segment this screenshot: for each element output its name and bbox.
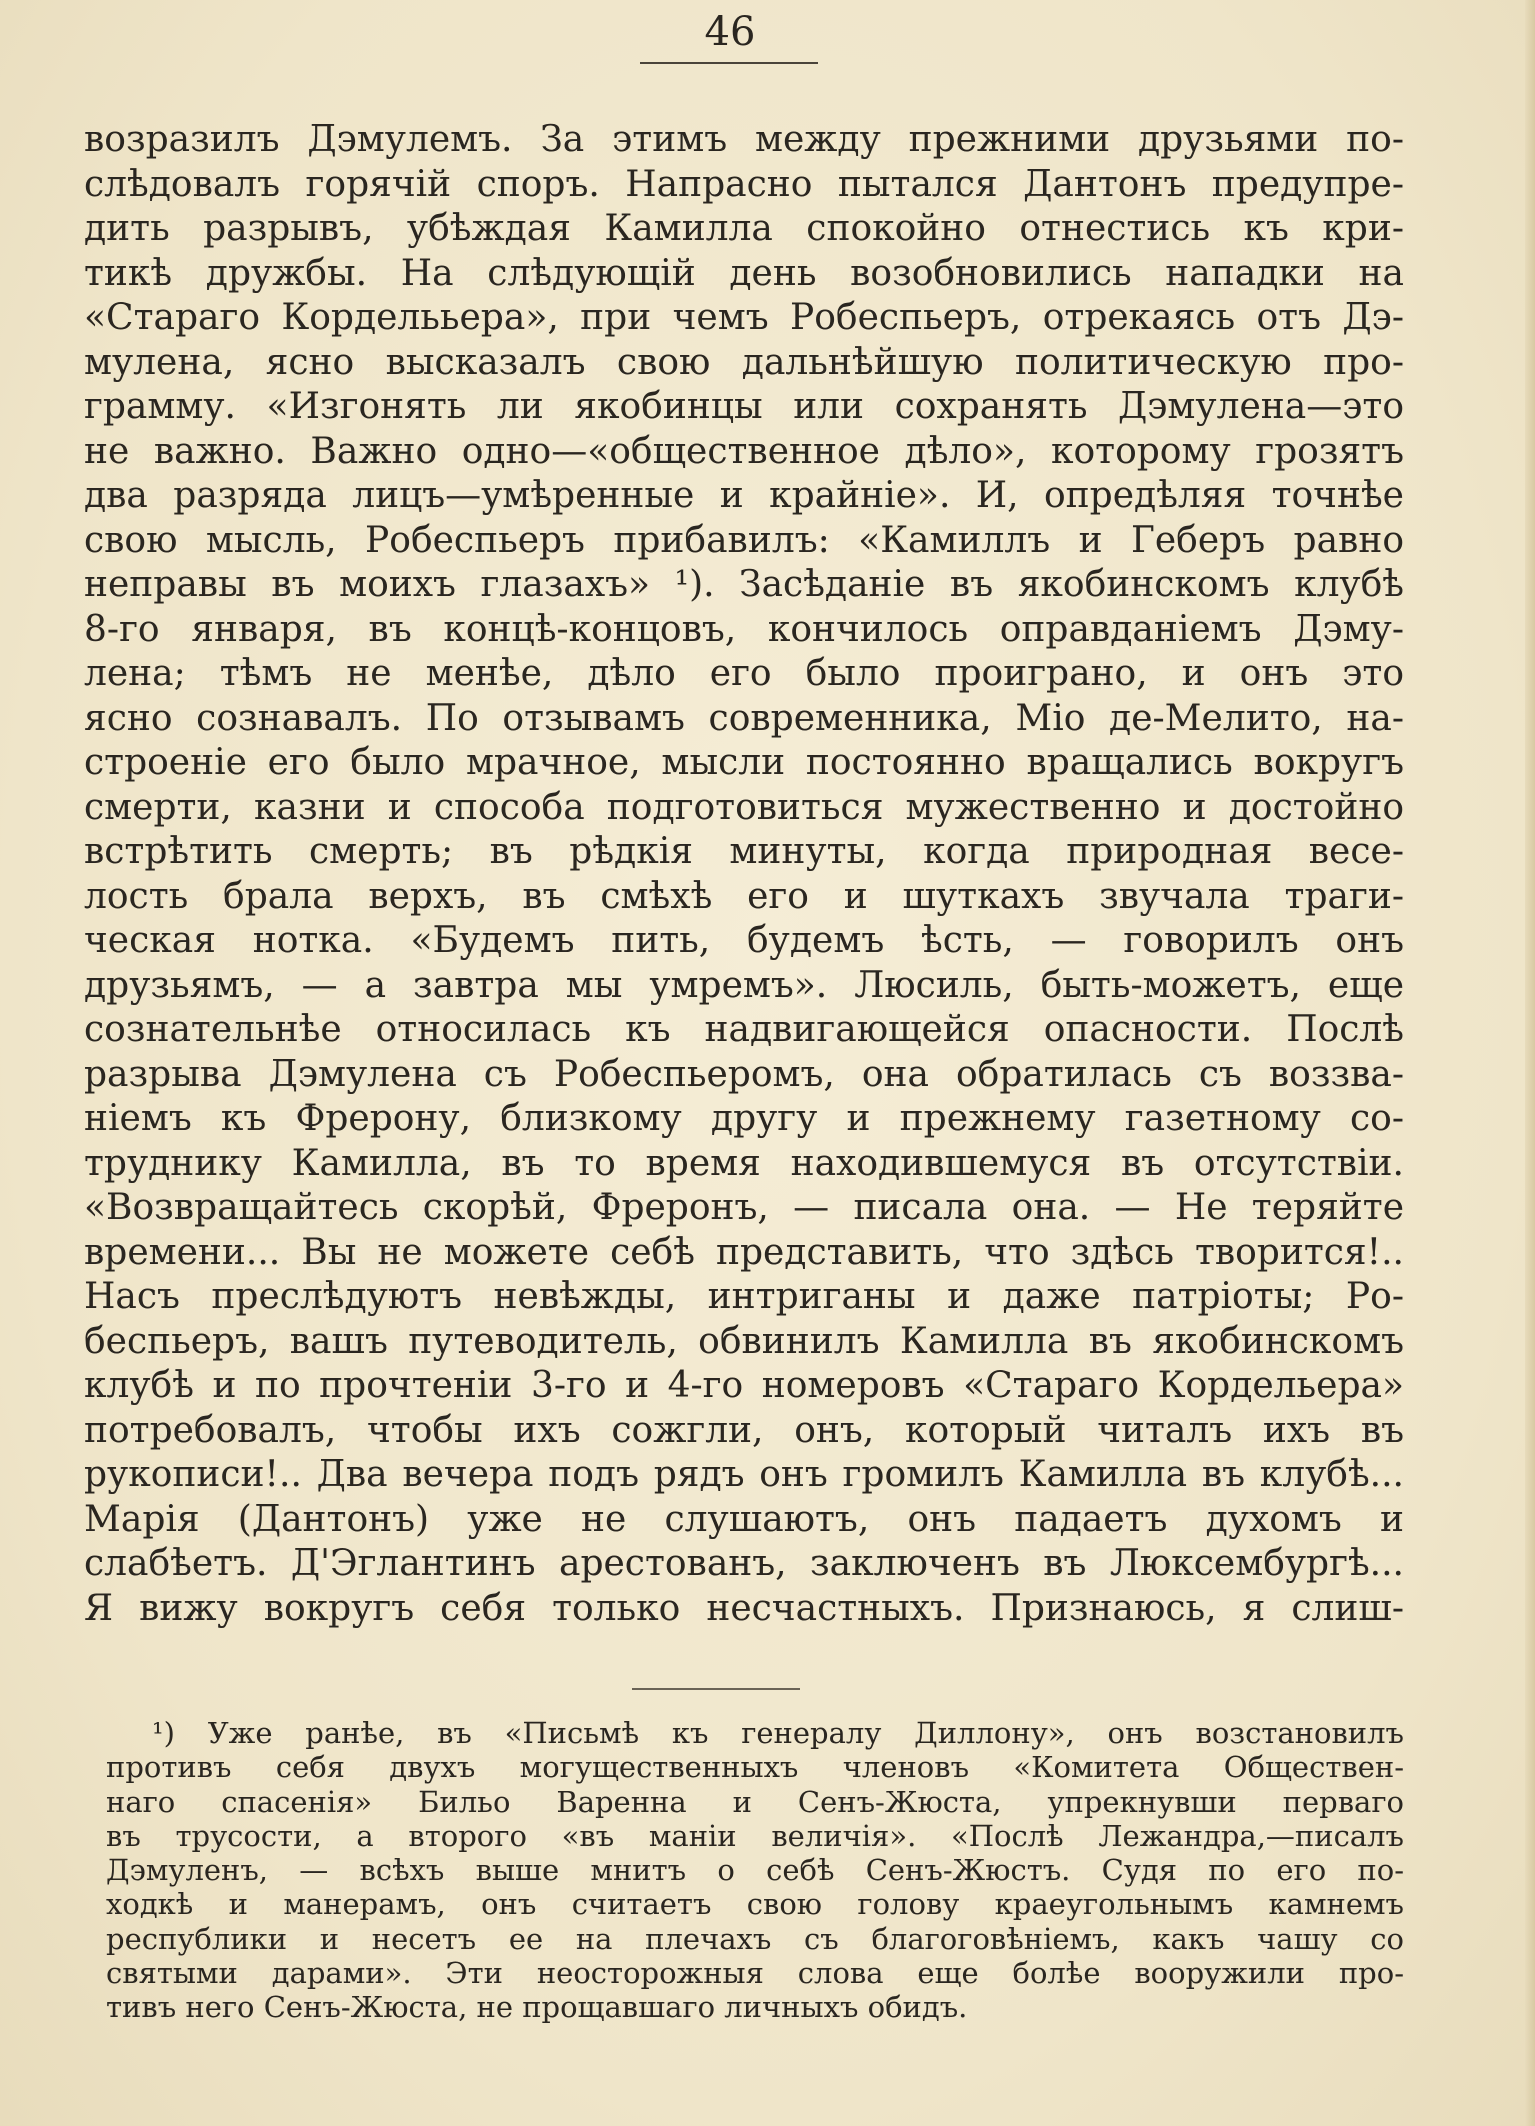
text-line: слабѣетъ. Д'Эглантинъ арестованъ, заключенъ въ Люксембургѣ... <box>84 1543 1404 1584</box>
footnote-line: тивъ него Сенъ-Жюста, не прощавшаго личныхъ обидъ. <box>106 1990 968 2025</box>
text-line: слѣдовалъ горячій споръ. Напрасно пытался Дантонъ предупре- <box>84 163 1404 205</box>
text-line: беспьеръ, вашъ путеводитель, обвинилъ Камилла въ якобинскомъ <box>84 1320 1404 1362</box>
text-line: Я вижу вокругъ себя только несчастныхъ. Признаюсь, я слиш- <box>84 1587 1404 1629</box>
text-line: свою мысль, Робеспьеръ прибавилъ: «Камиллъ и Геберъ равно <box>84 519 1404 561</box>
page-number: 46 <box>704 9 756 55</box>
text-line: рукописи!.. Два вечера подъ рядъ онъ громилъ Камилла въ клубѣ... <box>84 1454 1404 1495</box>
text-line: разрыва Дэмулена съ Робеспьеромъ, она обратилась съ воззва- <box>84 1053 1404 1095</box>
text-line: дить разрывъ, убѣждая Камилла спокойно отнестись къ кри- <box>84 208 1404 249</box>
footnote-line: святыми дарами». Эти неосторожныя слова еще болѣе вооружили про- <box>106 1956 1404 1991</box>
footnote-line: Дэмуленъ, — всѣхъ выше мнитъ о себѣ Сенъ-Жюстъ. Судя по его по- <box>106 1853 1404 1888</box>
page-edge-shadow <box>1525 0 1535 2126</box>
footnote-line: ¹) Уже ранѣе, въ «Письмѣ къ генералу Диллону», онъ возстановилъ <box>152 1716 1404 1750</box>
text-line: времени... Вы не можете себѣ представить, что здѣсь творится!.. <box>84 1231 1404 1273</box>
text-line: два разряда лицъ—умѣренные и крайніе». И, опредѣляя точнѣе <box>84 475 1404 516</box>
text-line: тикѣ дружбы. На слѣдующій день возобновились нападки на <box>84 252 1404 294</box>
footnote-rule <box>632 1688 800 1690</box>
footnote-line: противъ себя двухъ могущественныхъ членовъ «Комитета Обществен- <box>106 1750 1404 1785</box>
text-line: «Стараго Корделььера», при чемъ Робеспьеръ, отрекаясь отъ Дэ- <box>84 297 1404 338</box>
text-line: лость брала верхъ, въ смѣхѣ его и шуткахъ звучала траги- <box>84 875 1404 917</box>
main-text-block <box>84 118 1404 1631</box>
text-line: возразилъ Дэмулемъ. За этимъ между прежними друзьями по- <box>84 119 1404 160</box>
text-line: потребовалъ, чтобы ихъ сожгли, онъ, который читалъ ихъ въ <box>84 1409 1404 1451</box>
text-line: «Возвращайтесь скорѣй, Фреронъ, — писала она. — Не теряйте <box>84 1187 1404 1228</box>
footnote-block <box>106 1716 1404 2025</box>
text-line: Насъ преслѣдуютъ невѣжды, интриганы и даже патріоты; Ро- <box>84 1276 1404 1317</box>
text-line: ніемъ къ Фрерону, близкому другу и прежнему газетному со- <box>84 1098 1404 1139</box>
text-line: лена; тѣмъ не менѣе, дѣло его было проиграно, и онъ это <box>84 653 1404 694</box>
text-line: 8-го января, въ концѣ-концовъ, кончилось оправданіемъ Дэму- <box>84 608 1404 650</box>
text-line: строеніе его было мрачное, мысли постоянно вращались вокругъ <box>84 742 1404 783</box>
text-line: неправы въ моихъ глазахъ» ¹). Засѣданіе въ якобинскомъ клубѣ <box>84 564 1404 605</box>
text-line: клубѣ и по прочтеніи 3-го и 4-го номеровъ «Стараго Кордельера» <box>84 1365 1404 1406</box>
footnote-line: республики и несетъ ее на плечахъ съ благоговѣніемъ, какъ чашу со <box>106 1921 1404 1956</box>
text-line: ясно сознавалъ. По отзывамъ современника, Міо де-Мелито, на- <box>84 697 1404 739</box>
text-line: Марія (Дантонъ) уже не слушаютъ, онъ падаетъ духомъ и <box>84 1498 1404 1540</box>
text-line: друзьямъ, — а завтра мы умремъ». Люсиль, быть-можетъ, еще <box>84 964 1404 1006</box>
text-line: не важно. Важно одно—«общественное дѣло», которому грозятъ <box>84 430 1404 472</box>
text-line: встрѣтить смерть; въ рѣдкія минуты, когда природная весе- <box>84 831 1404 872</box>
text-line: сознательнѣе относилась къ надвигающейся опасности. Послѣ <box>84 1009 1404 1050</box>
text-line: труднику Камилла, въ то время находившемуся въ отсутствіи. <box>84 1142 1404 1184</box>
footnote-line: въ трусости, а второго «въ маніи величія». «Послѣ Лежандра,—писалъ <box>106 1818 1404 1853</box>
header-rule <box>640 62 818 64</box>
footnote-line: ходкѣ и манерамъ, онъ считаетъ свою голову краеугольнымъ камнемъ <box>106 1887 1404 1922</box>
text-line: смерти, казни и способа подготовиться мужественно и достойно <box>84 786 1404 828</box>
text-line: грамму. «Изгонять ли якобинцы или сохранять Дэмулена—это <box>84 386 1404 427</box>
text-line: мулена, ясно высказалъ свою дальнѣйшую политическую про- <box>84 341 1404 383</box>
footnote-line: наго спасенія» Бильо Вареннa и Сенъ-Жюста, упрекнувши перваго <box>106 1784 1404 1819</box>
text-line: ческая нотка. «Будемъ пить, будемъ ѣсть, — говорилъ онъ <box>84 920 1404 961</box>
